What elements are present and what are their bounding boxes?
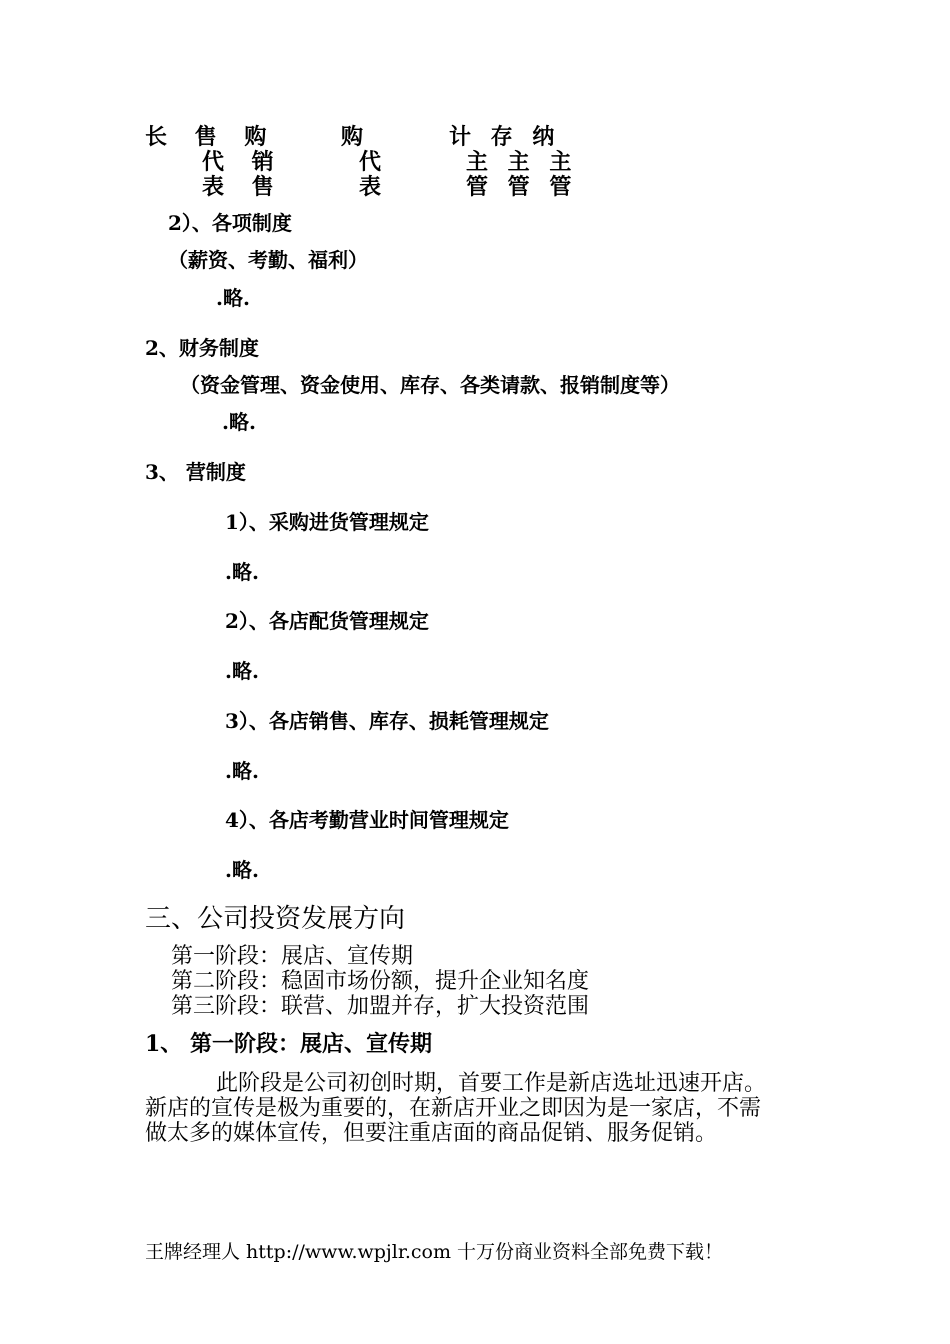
section-title-finance: 2、财务制度	[145, 336, 259, 360]
page-footer: 王牌经理人 http://www.wpjlr.com 十万份商业资料全部免费下载！	[145, 1241, 724, 1263]
org-chart-row3-col2: 表	[359, 174, 382, 200]
section-subtitle-finance: （资金管理、资金使用、库存、各类请款、报销制度等）	[180, 373, 680, 397]
section-title-operations: 3、 营制度	[145, 460, 246, 484]
org-chart-row2-col3: 主 主 主	[466, 149, 578, 175]
invest-paragraph-line-1: 此阶段是公司初创时期，首要工作是新店选址迅速开店。	[216, 1071, 767, 1096]
section-body-finance: .略.	[222, 410, 256, 434]
invest-phase-3: 第三阶段：联营、加盟并存，扩大投资范围	[171, 994, 590, 1019]
ops-item-4-body: .略.	[225, 858, 259, 882]
section-title-various-rules: 2）、各项制度	[168, 211, 292, 235]
ops-item-2-body: .略.	[225, 659, 259, 683]
invest-phase-2: 第二阶段：稳固市场份额，提升企业知名度	[171, 969, 590, 994]
ops-item-3-body: .略.	[225, 759, 259, 783]
invest-paragraph-line-2: 新店的宣传是极为重要的，在新店开业之即因为是一家店，不需	[145, 1096, 762, 1121]
invest-heading: 三、公司投资发展方向	[145, 904, 406, 934]
org-chart-row1-col2: 购	[341, 124, 364, 150]
ops-item-2-title: 2）、各店配货管理规定	[225, 609, 429, 633]
invest-paragraph-line-3: 做太多的媒体宣传，但要注重店面的商品促销、服务促销。	[145, 1121, 718, 1146]
invest-sub-heading: 1、 第一阶段：展店、宣传期	[145, 1031, 432, 1057]
org-chart-row3-col3: 管 管 管	[466, 174, 578, 200]
ops-item-1-body: .略.	[225, 560, 259, 584]
invest-phase-1: 第一阶段：展店、宣传期	[171, 944, 414, 969]
org-chart-row3-col1: 表 售	[202, 174, 284, 200]
ops-item-3-title: 3）、各店销售、库存、损耗管理规定	[225, 709, 549, 733]
org-chart-row1-col3: 计 存 纳	[449, 124, 561, 150]
section-body-various-rules: .略.	[216, 286, 250, 310]
org-chart-row2-col2: 代	[359, 149, 382, 175]
org-chart-row1-col1: 长 售 购	[145, 124, 277, 150]
ops-item-1-title: 1）、采购进货管理规定	[225, 510, 429, 534]
ops-item-4-title: 4）、各店考勤营业时间管理规定	[225, 808, 509, 832]
org-chart-row2-col1: 代 销	[202, 149, 284, 175]
section-subtitle-various-rules: （薪资、考勤、福利）	[168, 248, 368, 272]
